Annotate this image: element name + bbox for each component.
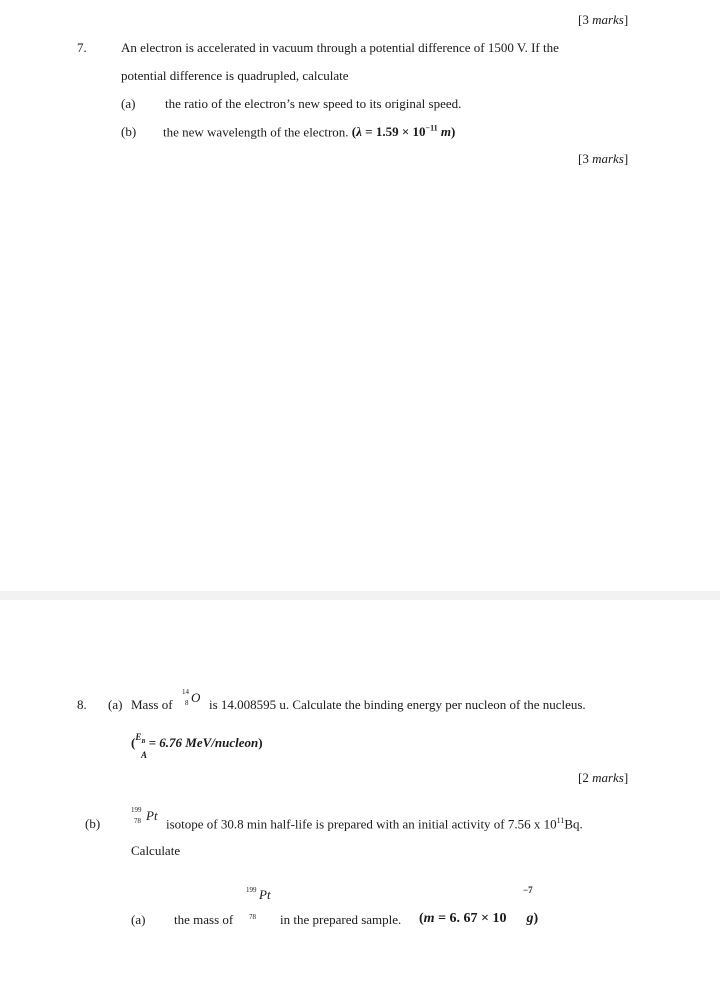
marks-label-q7: [3 marks] xyxy=(578,151,629,166)
marks-label-q6: [3 marks] xyxy=(578,12,629,27)
question-8a-answer: ($^{E_B}$ = 6.76 MeV/nucleon) xyxy=(131,732,263,750)
question-8a-label: (a) xyxy=(108,697,123,712)
page-separator xyxy=(0,591,720,600)
question-8b-sub-a-text-pre: the mass of xyxy=(174,912,234,927)
oxygen-atomic-number: 8 xyxy=(185,699,189,707)
question-8a-text-pre: Mass of xyxy=(131,697,173,712)
marks-label-q8a: [2 marks] xyxy=(578,770,629,785)
question-8a-answer-denominator: A xyxy=(141,750,148,760)
question-8b-calculate: Calculate xyxy=(131,843,181,858)
question-8b-sub-a-label: (a) xyxy=(131,912,146,927)
question-7b-text: the new wavelength of the electron. ($\lambda = 1.59 \times 10^{-11}$ m) xyxy=(163,124,456,140)
sub-answer-exponent: −7 xyxy=(523,885,533,895)
question-number-8: 8. xyxy=(77,697,87,712)
sub-platinum-symbol: Pt xyxy=(259,887,271,902)
question-number-7: 7. xyxy=(77,40,87,55)
question-7b-label: (b) xyxy=(121,124,137,139)
question-8b-sub-a-text-post: in the prepared sample. xyxy=(280,912,402,927)
platinum-mass-number: 199 xyxy=(131,806,142,814)
oxygen-mass-number: 14 xyxy=(182,688,189,696)
platinum-atomic-number: 78 xyxy=(134,817,141,825)
question-7-text-line2: potential difference is quadrupled, calculate xyxy=(121,68,349,83)
question-7b-answer: ($\lambda = 1.59 \times 10^{-11}$ m) xyxy=(351,124,456,140)
oxygen-symbol: O xyxy=(191,690,201,705)
question-8b-text: isotope of 30.8 min half-life is prepared with an initial activity of 7.56 x $10^{11}Bq$. xyxy=(166,816,583,832)
question-7a-text: the ratio of the electron’s new speed to its original speed. xyxy=(165,96,462,111)
sub-platinum-atomic-number: 78 xyxy=(249,913,256,921)
question-8b-label: (b) xyxy=(85,816,101,831)
sub-platinum-mass-number: 199 xyxy=(246,886,257,894)
question-7a-label: (a) xyxy=(121,96,136,111)
platinum-symbol: Pt xyxy=(146,808,158,823)
question-7-text-line1: An electron is accelerated in vacuum through a potential difference of 1500 V. If the xyxy=(121,40,559,55)
question-8a-text-post: is 14.008595 u. Calculate the binding energy per nucleon of the nucleus. xyxy=(209,697,586,712)
question-8b-sub-a-answer: (m = 6. 67 × 10 g) xyxy=(419,911,539,926)
